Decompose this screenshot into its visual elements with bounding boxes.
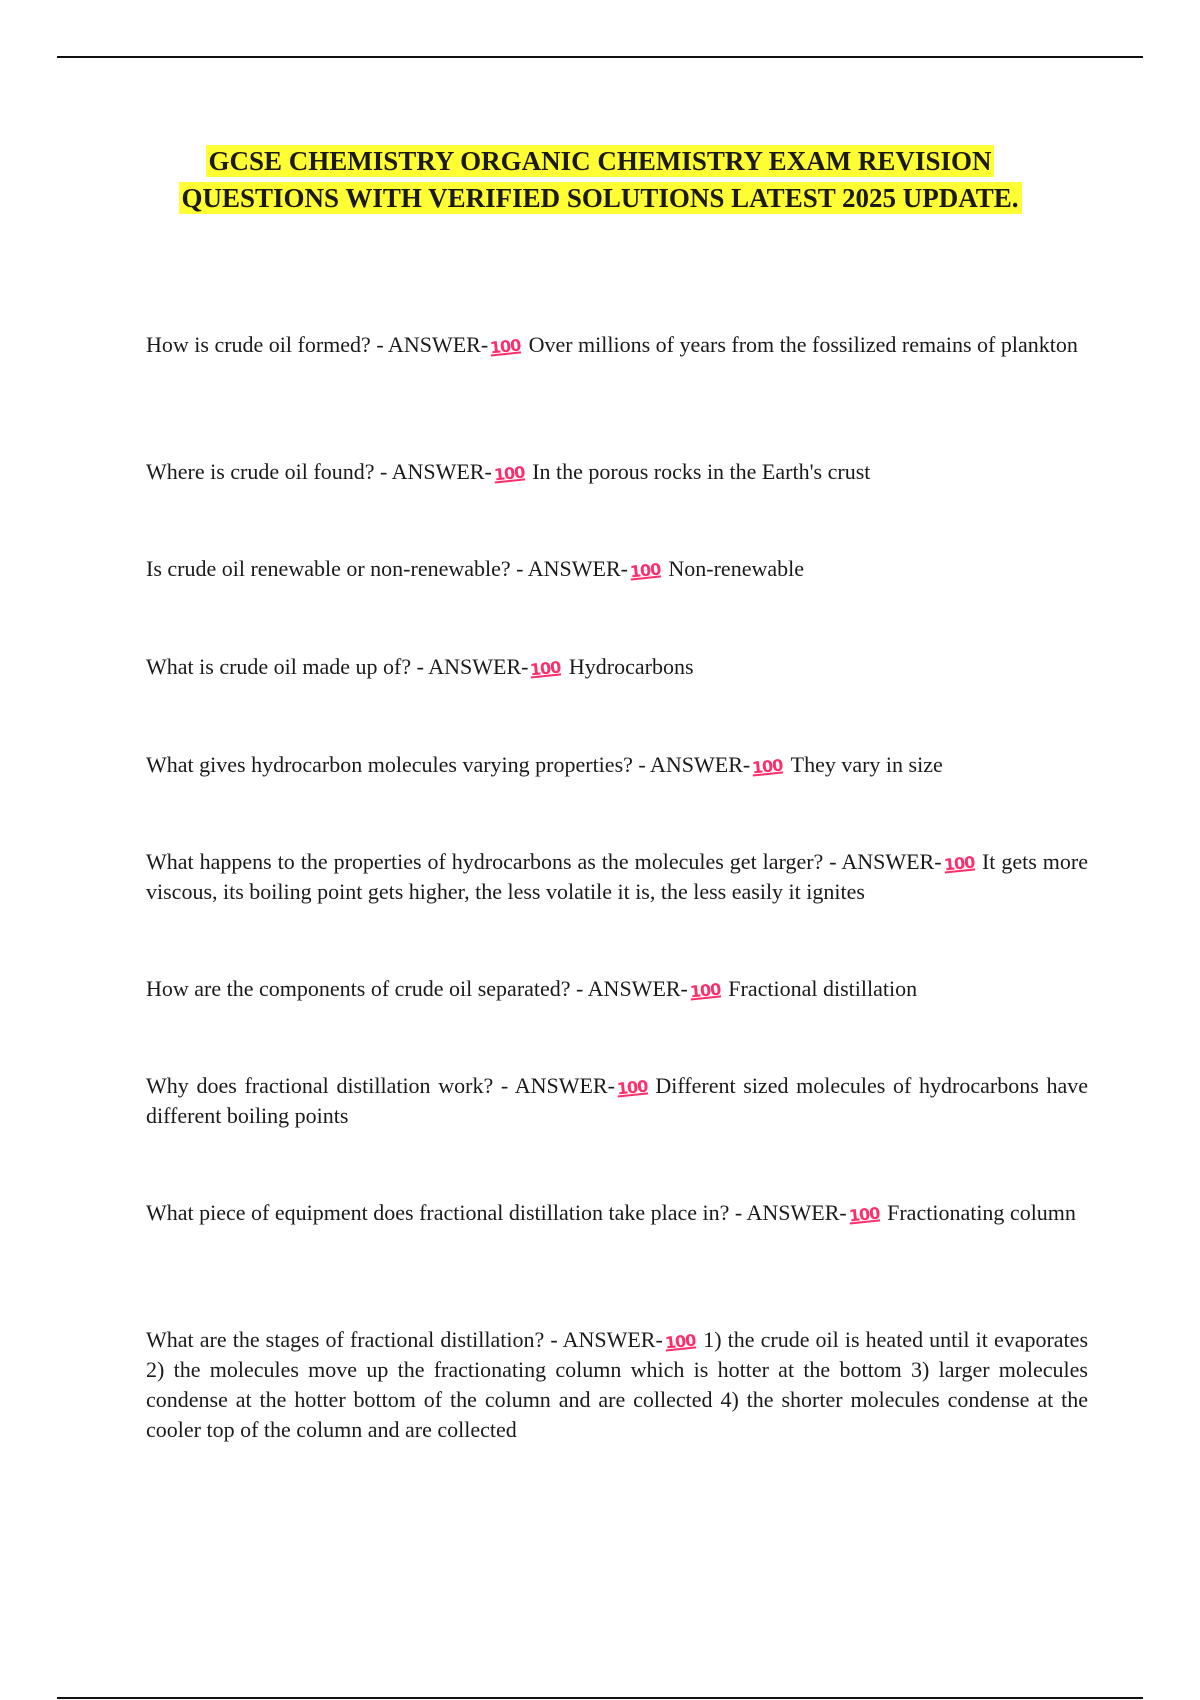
answer-text: They vary in size (790, 752, 943, 777)
title-line-1: GCSE CHEMISTRY ORGANIC CHEMISTRY EXAM REVISION (206, 145, 995, 177)
answer-text: Non-renewable (668, 556, 804, 581)
qa-item-4 (146, 652, 1088, 682)
answer-text: In the porous rocks in the Earth's crust (532, 459, 871, 484)
answer-text: It gets more viscous, its boiling point gets higher, the less volatile it is, the less easily it ignites (146, 849, 1088, 904)
question-text: What piece of equipment does fractional distillation take place in? - ANSWER- (146, 1200, 847, 1225)
qa-item-5 (146, 750, 1088, 780)
hundred-points-icon: 100 (663, 1330, 697, 1353)
answer-text: Hydrocarbons (568, 654, 694, 679)
answer-text: Fractionating column (887, 1200, 1076, 1225)
hundred-points-icon: 100 (751, 755, 784, 778)
question-text: What is crude oil made up of? - ANSWER- (146, 654, 529, 679)
answer-text: Different sized molecules of hydrocarbons have different boiling points (146, 1073, 1089, 1128)
hundred-points-icon: 100 (629, 559, 662, 582)
hundred-points-icon: 100 (847, 1203, 880, 1226)
question-text: How are the components of crude oil separated? - ANSWER- (146, 976, 688, 1001)
answer-text: Over millions of years from the fossilized remains of plankton (528, 332, 1078, 357)
qa-item-9 (146, 1198, 1088, 1228)
question-text: What gives hydrocarbon molecules varying properties? - ANSWER- (146, 752, 751, 777)
question-text: What are the stages of fractional distillation? - ANSWER- (146, 1327, 663, 1352)
title-line-2: QUESTIONS WITH VERIFIED SOLUTIONS LATEST 2025 UPDATE. (179, 182, 1022, 214)
qa-item-2 (146, 457, 1088, 487)
qa-item-7 (146, 974, 1088, 1004)
question-text: Is crude oil renewable or non-renewable? - ANSWER- (146, 556, 628, 581)
hundred-points-icon: 100 (492, 462, 526, 485)
qa-item-10 (146, 1325, 1088, 1445)
question-text: Where is crude oil found? - ANSWER- (146, 459, 492, 484)
document-title (100, 143, 1100, 217)
hundred-points-icon: 100 (942, 852, 975, 875)
qa-item-3 (146, 554, 1088, 584)
hundred-points-icon: 100 (615, 1076, 649, 1099)
question-text: How is crude oil formed? - ANSWER- (146, 332, 489, 357)
hundred-points-icon: 100 (489, 335, 522, 358)
hundred-points-icon: 100 (529, 657, 562, 680)
qa-item-8 (146, 1071, 1088, 1131)
bottom-divider (57, 1697, 1143, 1699)
qa-item-1 (146, 330, 1088, 360)
question-text: Why does fractional distillation work? - ANSWER- (146, 1073, 615, 1098)
answer-text: Fractional distillation (728, 976, 918, 1001)
hundred-points-icon: 100 (688, 979, 722, 1002)
question-text: What happens to the properties of hydrocarbons as the molecules get larger? - ANSWER- (146, 849, 942, 874)
top-divider (57, 56, 1143, 58)
qa-item-6 (146, 847, 1088, 907)
answer-text: 1) the crude oil is heated until it evaporates 2) the molecules move up the fractionating column which is hotter at the bottom 3) larger molecules condense at the hotter bottom of the column and are collected 4) the shorter molecules condense at the cooler top of the column and are collected (146, 1327, 1088, 1442)
